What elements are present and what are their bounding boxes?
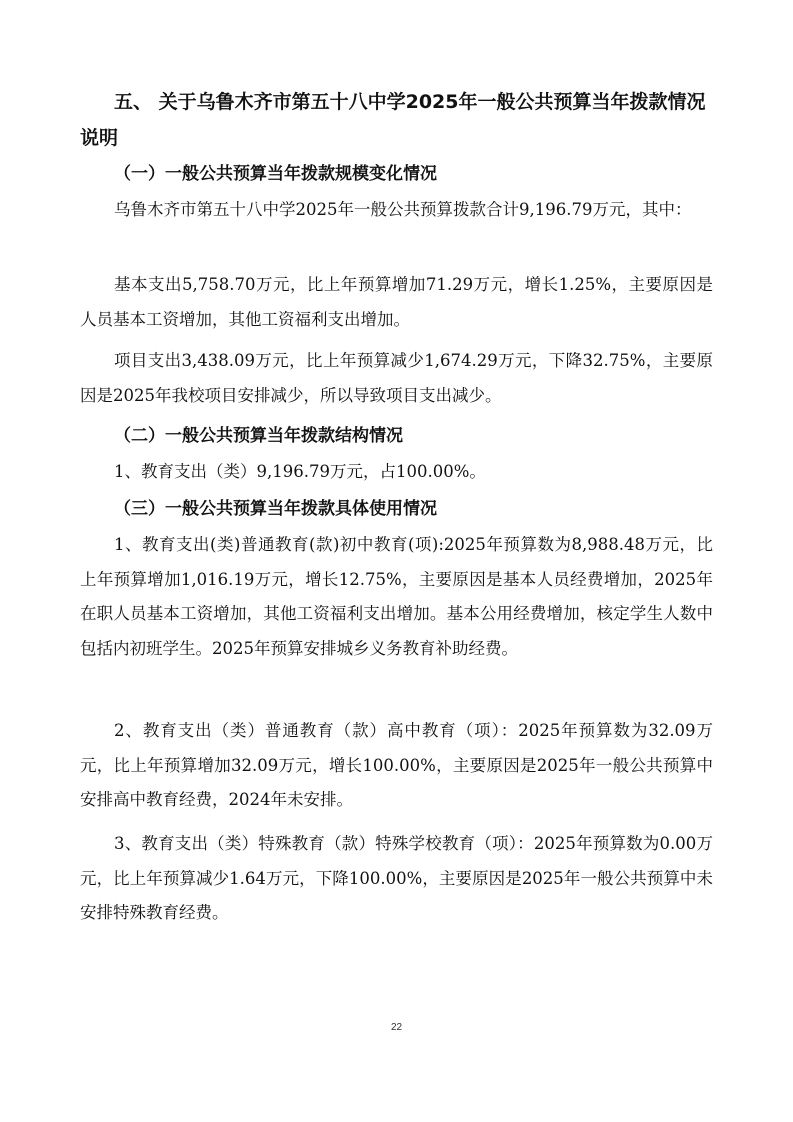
subsection-title-3: （三）一般公共预算当年拨款具体使用情况 (114, 499, 437, 519)
subsection-title-2: （二）一般公共预算当年拨款结构情况 (114, 426, 403, 446)
paragraph-basic-expenditure: 基本支出5,758.70万元，比上年预算增加71.29万元，增长1.25%，主要原因是人员基本工资增加，其他工资福利支出增加。 (80, 275, 713, 329)
paragraph-project-expenditure: 项目支出3,438.09万元，比上年预算减少1,674.29万元，下降32.75%，主要原因是2025年我校项目安排减少，所以导致项目支出减少。 (80, 351, 713, 405)
paragraph-junior-high-education: 1、教育支出(类)普通教育(款)初中教育(项):2025年预算数为8,988.48万元，比上年预算增加1,016.19万元，增长12.75%，主要原因是基本人员经费增加，2025年在职人员基本工资增加，其他工资福利支出增加。基本公用经费增加，核定学生人数中包括内初班学生。2025年预算安排城乡义务教育补助经费。 (80, 535, 713, 658)
paragraph-special-education: 3、教育支出（类）特殊教育（款）特殊学校教育（项）：2025年预算数为0.00万元，比上年预算减少1.64万元，下降100.00%，主要原因是2025年一般公共预算中未安排特殊教育经费。 (80, 834, 713, 922)
subsection-title-1: （一）一般公共预算当年拨款规模变化情况 (114, 164, 437, 184)
page-number: 22 (390, 1022, 403, 1033)
section-title: 五、 关于乌鲁木齐市第五十八中学2025年一般公共预算当年拨款情况说明 (80, 91, 706, 149)
paragraph-senior-high-education: 2、教育支出（类）普通教育（款）高中教育（项）：2025年预算数为32.09万元，比上年预算增加32.09万元，增长100.00%，主要原因是2025年一般公共预算中安排高中教育经费，2024年未安排。 (80, 721, 713, 809)
paragraph-total-appropriation: 乌鲁木齐市第五十八中学2025年一般公共预算拨款合计9,196.79万元，其中： (114, 200, 692, 219)
paragraph-structure: 1、教育支出（类）9,196.79万元，占100.00%。 (114, 462, 486, 481)
